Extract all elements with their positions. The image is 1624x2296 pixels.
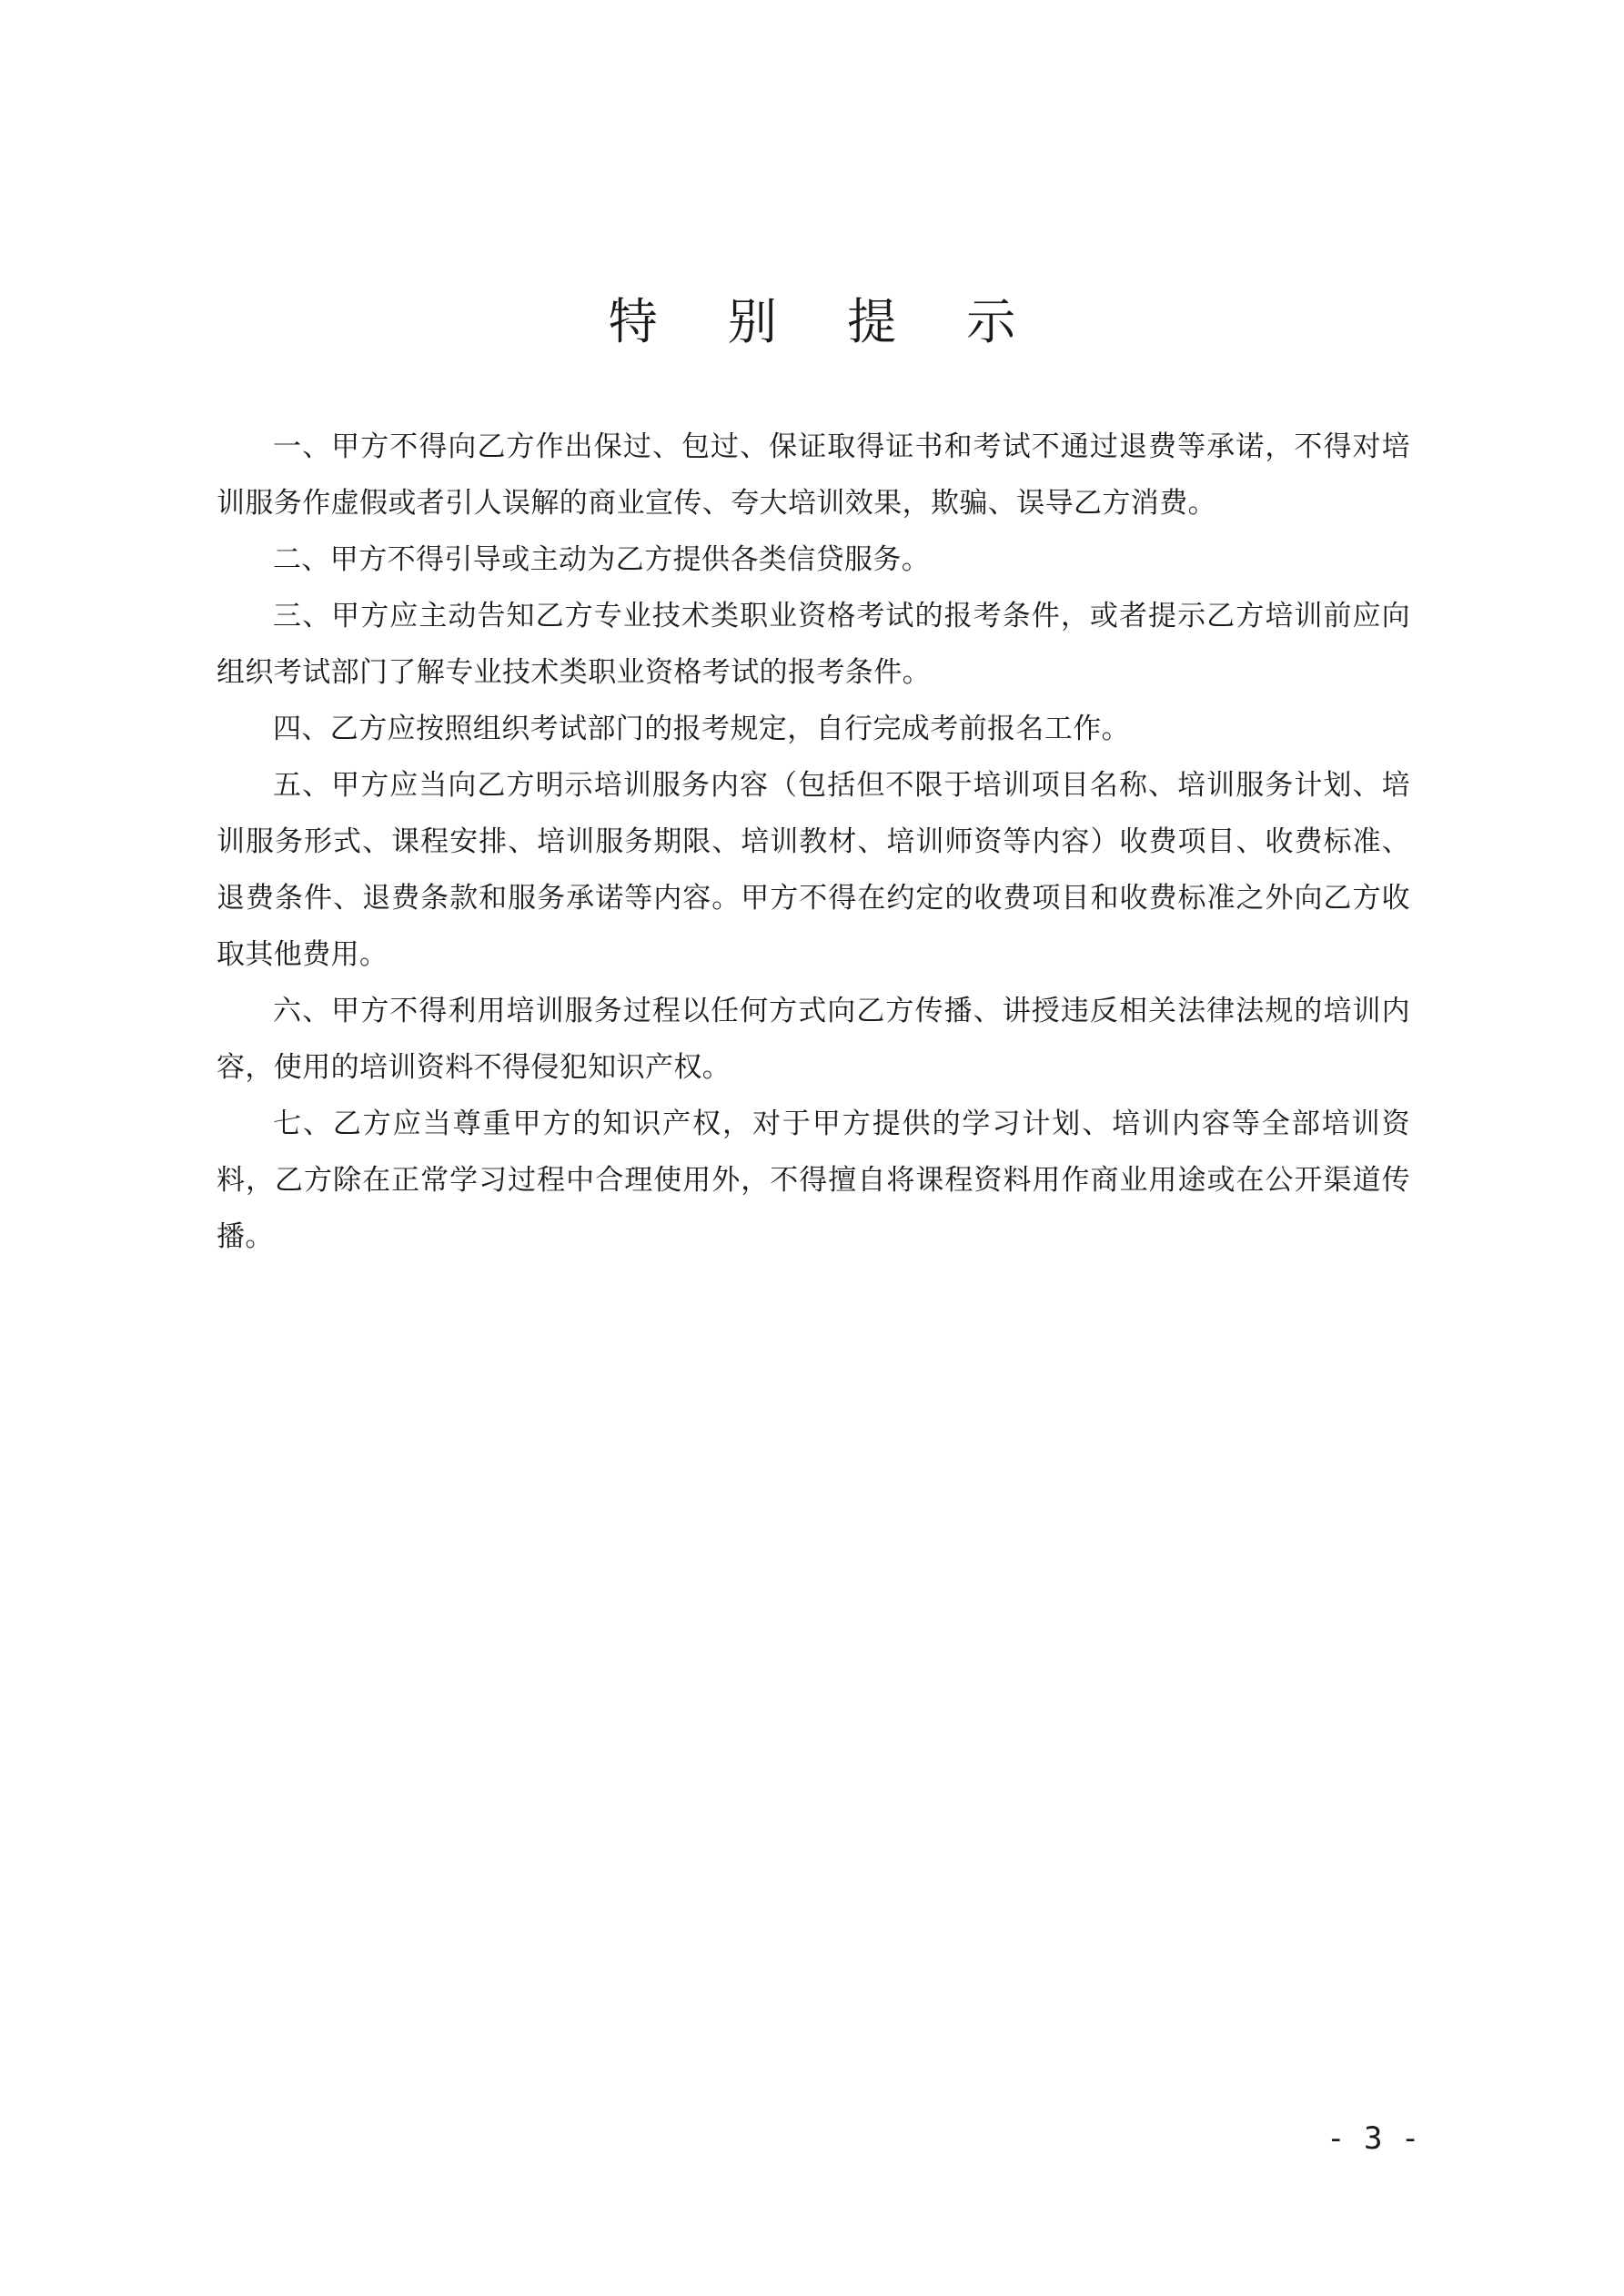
notice-item-2: 二、甲方不得引导或主动为乙方提供各类信贷服务。: [273, 543, 931, 576]
notice-body: [217, 419, 1410, 1265]
page-title: 特 别 提 示: [608, 293, 1044, 350]
notice-item-5: 五、甲方应当向乙方明示培训服务内容（包括但不限于培训项目名称、培训服务计划、培训服务形式、课程安排、培训服务期限、培训教材、培训师资等内容）收费项目、收费标准、退费条件、退费条款和服务承诺等内容。甲方不得在约定的收费项目和收费标准之外向乙方收取其他费用。: [217, 769, 1410, 971]
notice-item-6: 六、甲方不得利用培训服务过程以任何方式向乙方传播、讲授违反相关法律法规的培训内容，使用的培训资料不得侵犯知识产权。: [217, 995, 1410, 1084]
notice-item-4: 四、乙方应按照组织考试部门的报考规定，自行完成考前报名工作。: [273, 713, 1130, 745]
notice-item-1: 一、甲方不得向乙方作出保过、包过、保证取得证书和考试不通过退费等承诺，不得对培训服务作虚假或者引人误解的商业宣传、夸大培训效果，欺骗、误导乙方消费。: [217, 430, 1410, 520]
notice-item-7: 七、乙方应当尊重甲方的知识产权，对于甲方提供的学习计划、培训内容等全部培训资料，乙方除在正常学习过程中合理使用外，不得擅自将课程资料用作商业用途或在公开渠道传播。: [217, 1108, 1410, 1253]
page-number: - 3 -: [1326, 2120, 1420, 2157]
notice-item-3: 三、甲方应主动告知乙方专业技术类职业资格考试的报考条件，或者提示乙方培训前应向组织考试部门了解专业技术类职业资格考试的报考条件。: [217, 600, 1410, 689]
